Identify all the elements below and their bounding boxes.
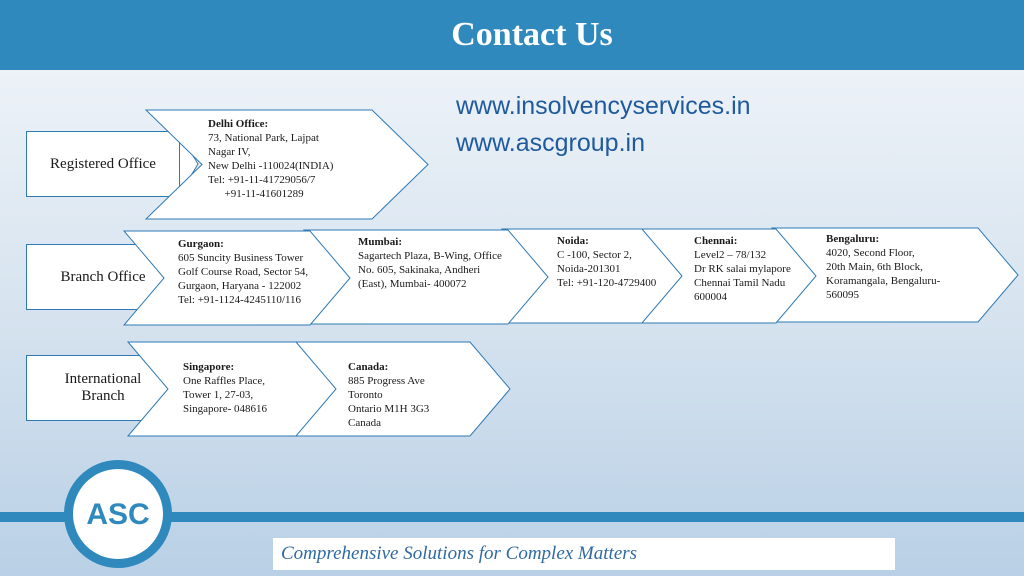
page-title: Contact Us — [451, 16, 613, 53]
canada-line: Canada — [348, 417, 381, 429]
mumbai-line: Sagartech Plaza, B-Wing, Office — [358, 250, 502, 262]
link-insolvencyservices[interactable]: www.insolvencyservices.in — [456, 92, 751, 120]
chennai-line: 600004 — [694, 291, 727, 303]
canada-line: Toronto — [348, 389, 383, 401]
noida-line: Tel: +91-120-4729400 — [557, 277, 657, 289]
delhi-line: 73, National Park, Lajpat — [208, 132, 319, 144]
website-links — [456, 88, 751, 162]
tagline — [273, 538, 895, 570]
mumbai-title: Mumbai: — [358, 236, 402, 248]
singapore-line: Singapore- 048616 — [183, 403, 268, 415]
gurgaon-line: 605 Suncity Business Tower — [178, 252, 304, 264]
card-singapore — [128, 342, 336, 436]
chennai-line: Level2 – 78/132 — [694, 249, 767, 261]
delhi-line: Tel: +91-11-41729056/7 — [208, 174, 316, 186]
canada-line: 885 Progress Ave — [348, 375, 425, 387]
delhi-line: New Delhi -110024(INDIA) — [208, 160, 334, 172]
header-bar — [0, 0, 1024, 70]
gurgaon-line: Golf Course Road, Sector 54, — [178, 266, 309, 278]
delhi-line: Nagar IV, — [208, 146, 251, 158]
label-branch-office-text: Branch Office — [60, 268, 146, 285]
chennai-line: Chennai Tamil Nadu — [694, 277, 786, 289]
noida-line: C -100, Sector 2, — [557, 249, 632, 261]
delhi-title: Delhi Office: — [208, 118, 269, 130]
singapore-title: Singapore: — [183, 361, 235, 373]
bengaluru-title: Bengaluru: — [826, 233, 880, 245]
canada-title: Canada: — [348, 361, 389, 373]
mumbai-line: (East), Mumbai- 400072 — [358, 278, 467, 290]
bengaluru-line: 20th Main, 6th Block, — [826, 261, 923, 273]
chennai-title: Chennai: — [694, 235, 738, 247]
gurgaon-title: Gurgaon: — [178, 238, 224, 250]
chennai-line: Dr RK salai mylapore — [694, 263, 791, 275]
asc-logo-text: ASC — [86, 498, 150, 531]
singapore-line: Tower 1, 27-03, — [183, 389, 254, 401]
card-delhi-office — [146, 110, 428, 219]
noida-title: Noida: — [557, 235, 589, 247]
label-international-line2: Branch — [81, 388, 125, 404]
singapore-line: One Raffles Place, — [183, 375, 265, 387]
mumbai-line: No. 605, Sakinaka, Andheri — [358, 264, 481, 276]
label-international-line1: International — [64, 371, 142, 387]
gurgaon-line: Tel: +91-1124-4245110/116 — [178, 294, 302, 306]
bengaluru-line: 4020, Second Floor, — [826, 247, 915, 259]
gurgaon-line: Gurgaon, Haryana - 122002 — [178, 280, 302, 292]
bengaluru-line: 560095 — [826, 289, 859, 301]
noida-line: Noida-201301 — [557, 263, 621, 275]
card-gurgaon — [124, 231, 350, 325]
link-ascgroup[interactable]: www.ascgroup.in — [456, 129, 645, 157]
canada-line: Ontario M1H 3G3 — [348, 403, 430, 415]
asc-logo — [62, 458, 174, 570]
tagline-text: Comprehensive Solutions for Complex Matters — [281, 543, 638, 564]
label-registered-office-text: Registered Office — [50, 155, 156, 172]
delhi-line: +91-11-41601289 — [208, 188, 304, 200]
bengaluru-line: Koramangala, Bengaluru- — [826, 275, 941, 287]
